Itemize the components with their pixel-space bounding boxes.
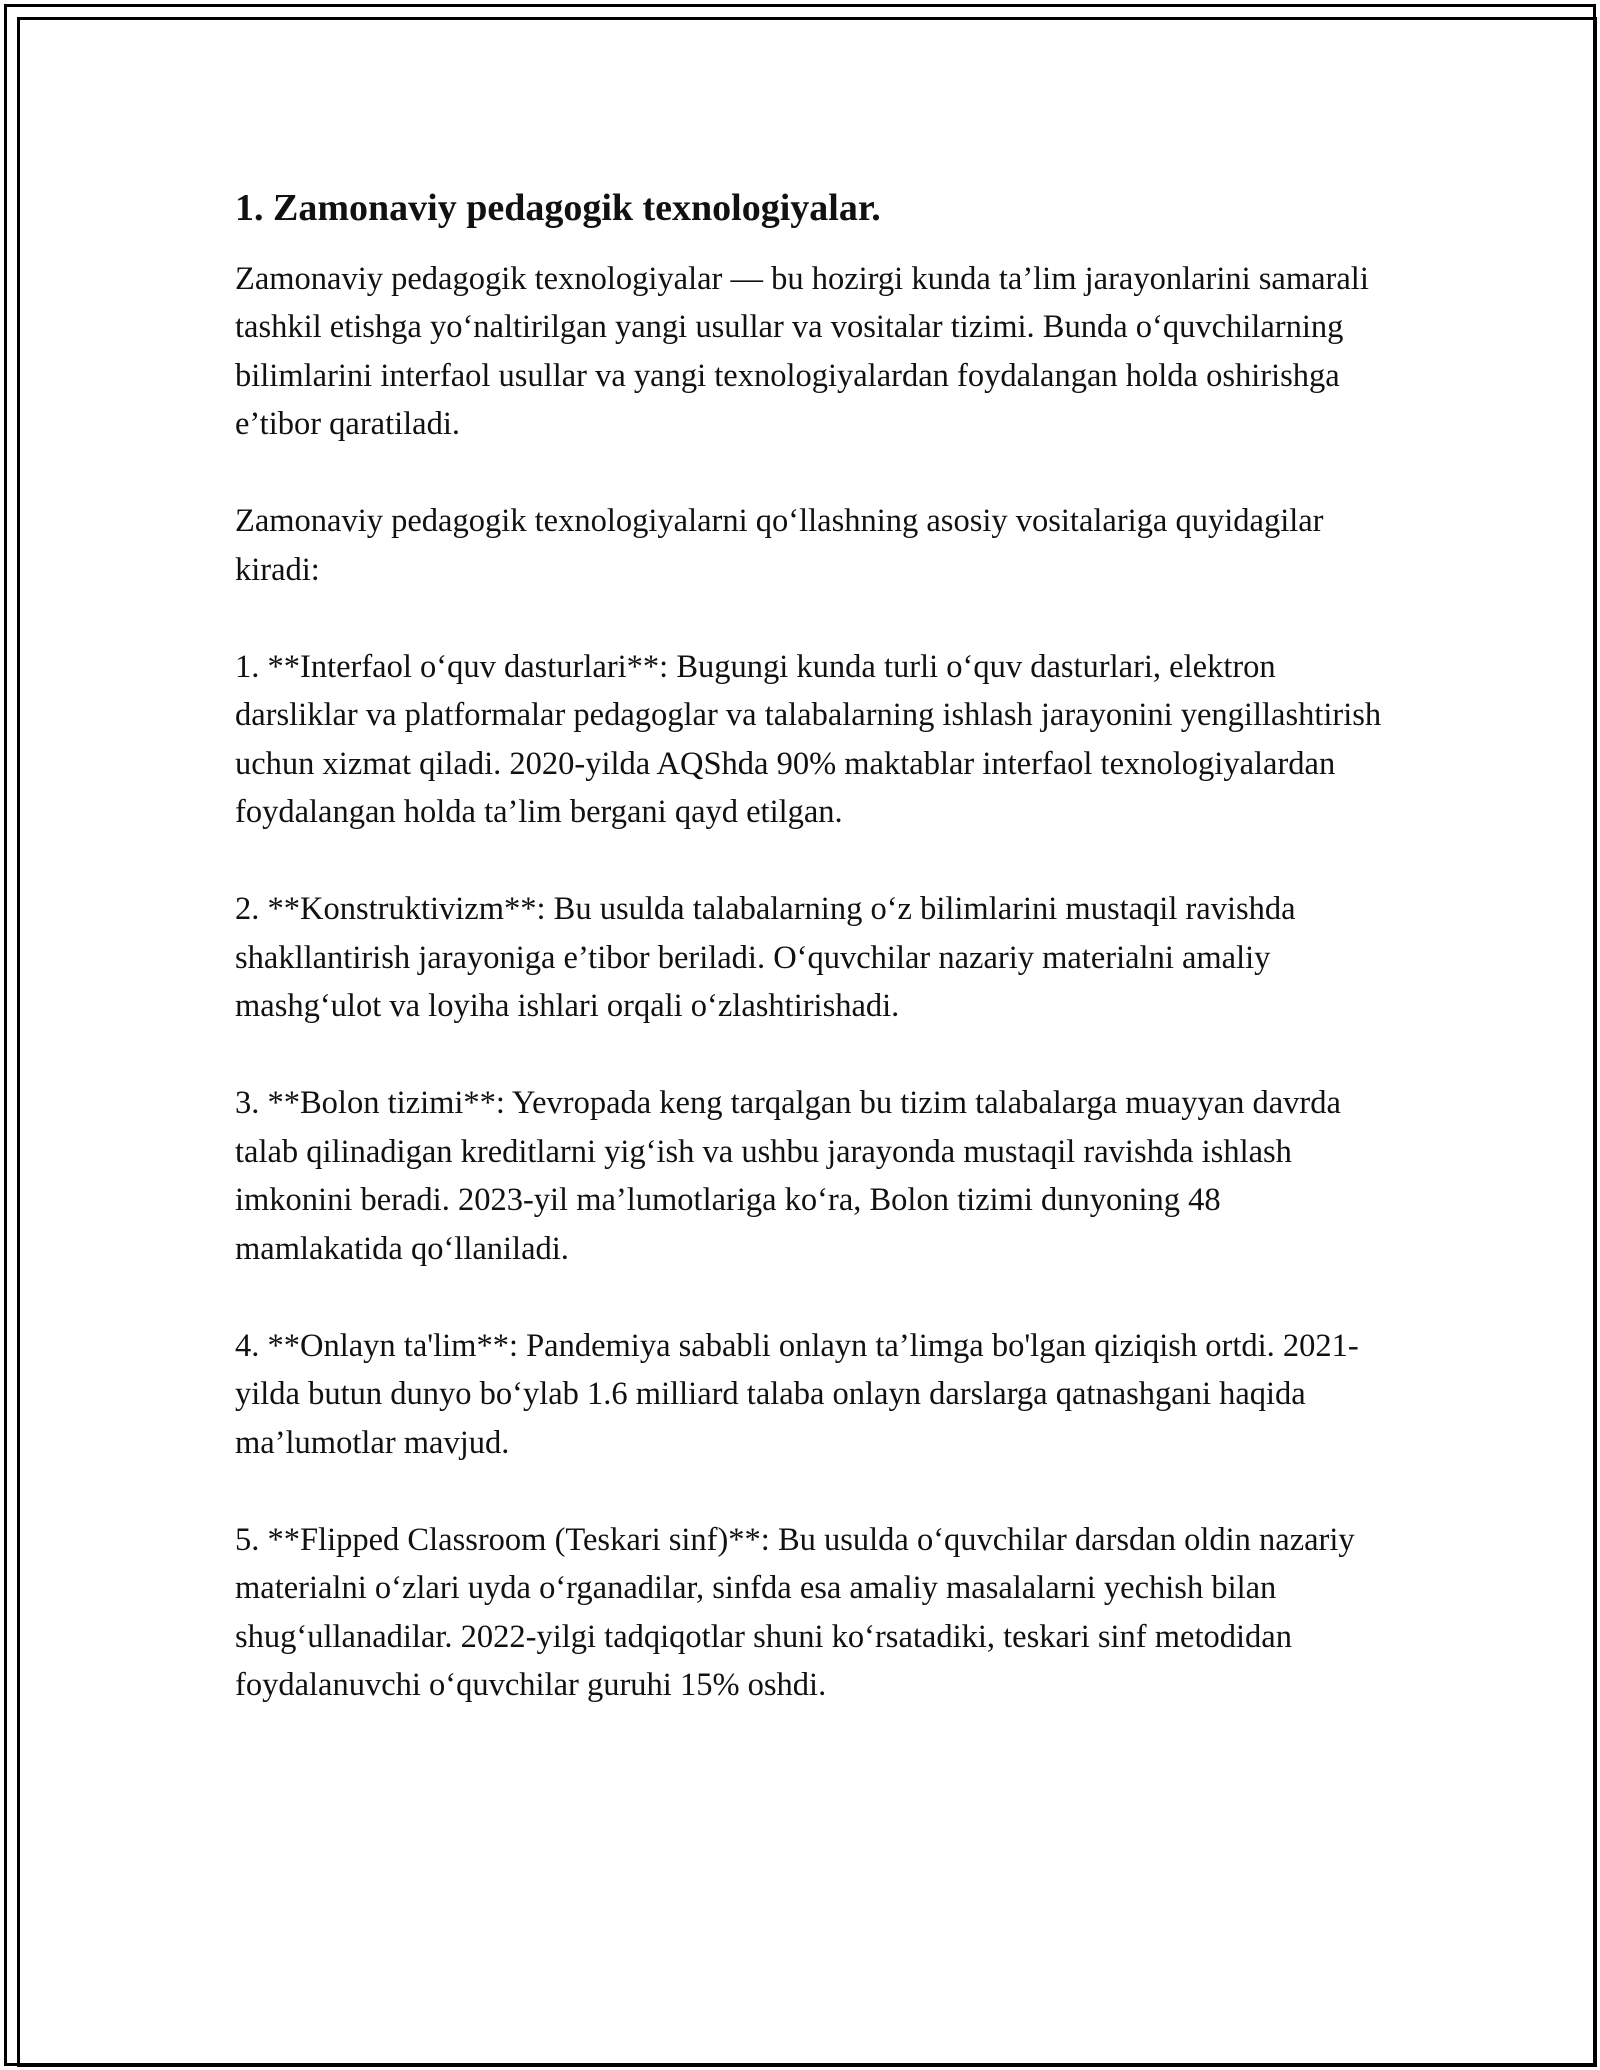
tools-intro-paragraph: Zamonaviy pedagogik texnologiyalarni qo‘llashning asosiy vositalariga quyidagilar kiradi: [235,503,1324,588]
section-heading: 1. Zamonaviy pedagogik texnologiyalar. [235,187,881,229]
intro-paragraph: Zamonaviy pedagogik texnologiyalar — bu hozirgi kunda ta’lim jarayonlarini samarali tashkil etishga yo‘naltirilgan yangi usullar va vositalar tizimi. Bunda o‘quvchilarning bilimlarini interfaol usullar va yangi texnologiyalardan foydalangan holda oshirishga e’tibor qaratiladi. [235,260,1369,442]
document-body [235,185,1395,1758]
list-item-online-learning: 4. **Onlayn ta'lim**: Pandemiya sababli onlayn ta’limga bo'lgan qiziqish ortdi. 2021-yilda butun dunyo bo‘ylab 1.6 milliard talaba onlayn darslarga qatnashgani haqida ma’lumotlar mavjud. [235,1327,1359,1461]
list-item-constructivism: 2. **Konstruktivizm**: Bu usulda talabalarning o‘z bilimlarini mustaqil ravishda shakllantirish jarayoniga e’tibor beriladi. O‘quvchilar nazariy materialni amaliy mashg‘ulot va loyiha ishlari orqali o‘zlashtirishadi. [235,891,1296,1024]
list-item-bologna-system: 3. **Bolon tizimi**: Yevropada keng tarqalgan bu tizim talabalarga muayyan davrda talab qilinadigan kreditlarni yig‘ish va ushbu jarayonda mustaqil ravishda ishlash imkonini beradi. 2023-yil ma’lumotlariga ko‘ra, Bolon tizimi dunyoning 48 mamlakatida qo‘llaniladi. [235,1085,1341,1267]
list-item-flipped-classroom: 5. **Flipped Classroom (Teskari sinf)**: Bu usulda o‘quvchilar darsdan oldin nazariy materialni o‘zlari uyda o‘rganadilar, sinfda esa amaliy masalalarni yechish bilan shug‘ullanadilar. 2022-yilgi tadqiqotlar shuni ko‘rsatadiki, teskari sinf metodidan foydalanuvchi o‘quvchilar guruhi 15% oshdi. [235,1521,1355,1703]
list-item-interactive-software: 1. **Interfaol o‘quv dasturlari**: Bugungi kunda turli o‘quv dasturlari, elektron darsliklar va platformalar pedagoglar va talabalarning ishlash jarayonini yengillashtirish uchun xizmat qiladi. 2020-yilda AQShda 90% maktablar interfaol texnologiyalardan foydalangan holda ta’lim bergani qayd etilgan. [235,648,1382,830]
